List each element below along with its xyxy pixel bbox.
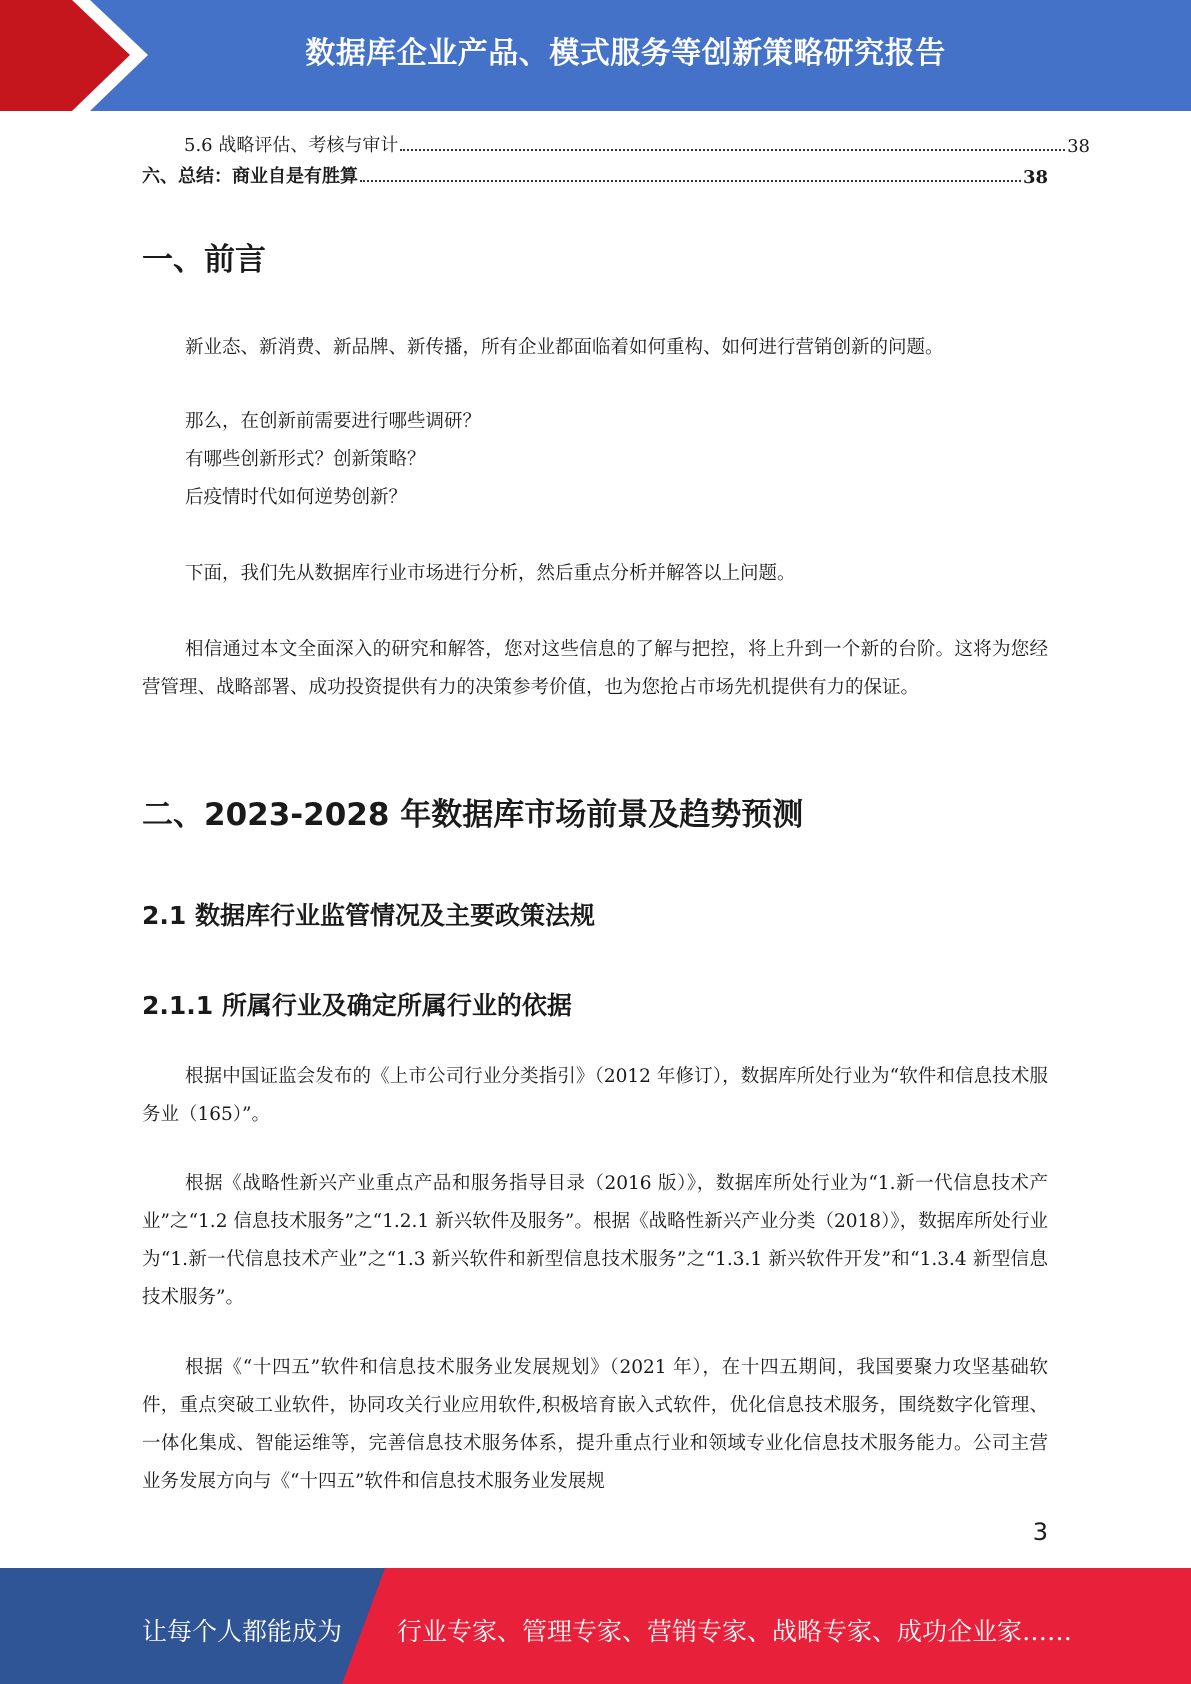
toc-item[interactable] xyxy=(142,160,1048,188)
toc-item[interactable] xyxy=(142,129,1090,157)
intro-question: 那么，在创新前需要进行哪些调研？ xyxy=(185,411,482,432)
toc-item-label: 5.6 战略评估、考核与审计 xyxy=(184,135,399,156)
intro-paragraph: 相信通过本文全面深入的研究和解答，您对这些信息的了解与把控，将上升到一个新的台阶。这将为您经营管理、战略部署、成功投资提供有力的决策参考价值，也为您抢占市场先机提供有力的保证。 xyxy=(142,639,1048,698)
subsection-heading: 2.1 数据库行业监管情况及主要政策法规 xyxy=(142,901,595,930)
header-title: 数据库企业产品、模式服务等创新策略研究报告 xyxy=(305,36,946,71)
subsection-heading: 2.1.1 所属行业及确定所属行业的依据 xyxy=(142,991,572,1020)
intro-question: 有哪些创新形式？创新策略？ xyxy=(185,449,426,470)
body-paragraph: 根据《战略性新兴产业重点产品和服务指导目录（2016 版）》，数据库所处行业为“1.新一代信息技术产业”之“1.2 信息技术服务”之“1.2.1 新兴软件及服务”。根据《战略性新兴产业分类（2018）》，数据库所处行业为“1.新一代信息技术产业”之“1.3 新兴软件和新型信息技术服务”之“1.3.1 新兴软件开发”和“1.3.4 新型信息技术服务”。 xyxy=(142,1173,1048,1308)
body-paragraph: 根据《“十四五”软件和信息技术服务业发展规划》（2021 年），在十四五期间，我国要聚力攻坚基础软件，重点突破工业软件，协同攻关行业应用软件,积极培育嵌入式软件，优化信息技术服务，围绕数字化管理、一体化集成、智能运维等，完善信息技术服务体系，提升重点行业和领域专业化信息技术服务能力。公司主营业务发展方向与《“十四五”软件和信息技术服务业发展规 xyxy=(142,1357,1048,1492)
header-arrow-decoration xyxy=(0,0,160,111)
toc-leader-dots xyxy=(400,149,1065,151)
footer-slogan-left: 让每个人都能成为 xyxy=(142,1617,343,1646)
page-number: 3 xyxy=(1032,1518,1048,1546)
intro-question: 后疫情时代如何逆势创新？ xyxy=(185,487,408,508)
page-footer xyxy=(0,1568,1191,1684)
toc-leader-dots xyxy=(360,180,1021,182)
section-heading-market: 二、2023-2028 年数据库市场前景及趋势预测 xyxy=(142,797,804,833)
section-heading-intro: 一、前言 xyxy=(142,242,266,278)
intro-paragraph: 下面，我们先从数据库行业市场进行分析，然后重点分析并解答以上问题。 xyxy=(185,563,796,584)
toc-item-page: 38 xyxy=(1022,167,1048,188)
toc-item-label: 六、总结：商业自是有胜算 xyxy=(142,166,358,187)
body-paragraph: 根据中国证监会发布的《上市公司行业分类指引》（2012 年修订），数据库所处行业为“软件和信息技术服务业（165）”。 xyxy=(142,1066,1048,1125)
intro-paragraph: 新业态、新消费、新品牌、新传播，所有企业都面临着如何重构、如何进行营销创新的问题。 xyxy=(185,337,944,358)
toc-item-page: 38 xyxy=(1067,136,1090,157)
page-header xyxy=(0,0,1191,111)
footer-slogan-right: 行业专家、管理专家、营销专家、战略专家、成功企业家…… xyxy=(397,1617,1073,1646)
